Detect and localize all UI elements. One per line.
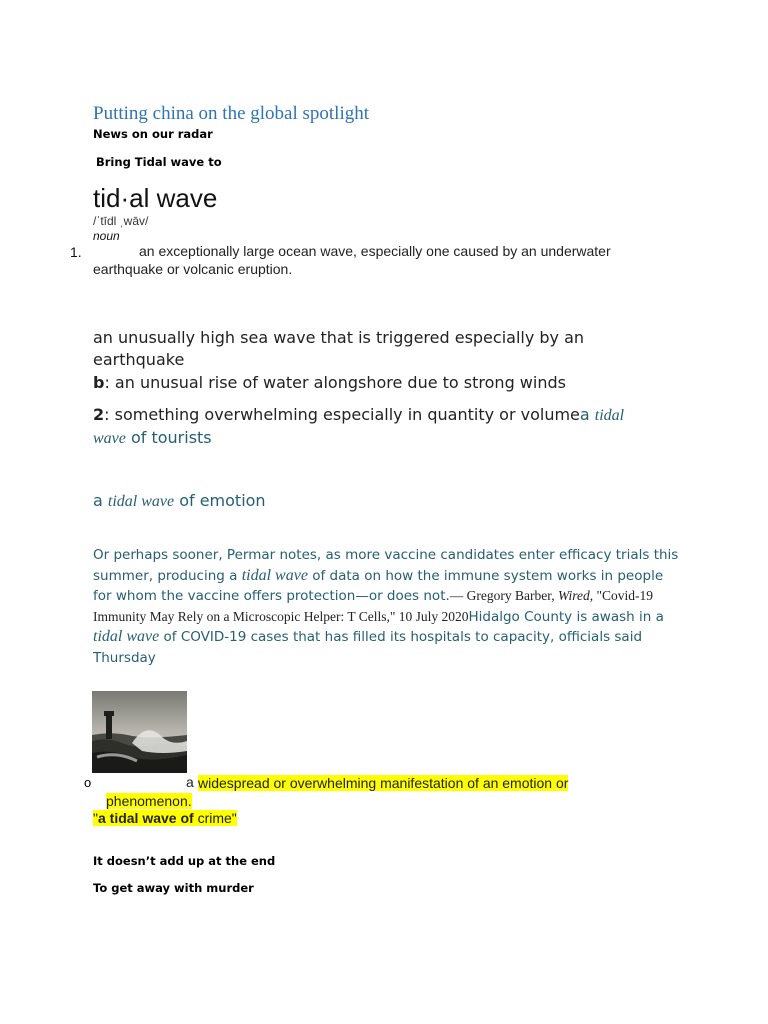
cite-rest: , "Covid-19 Immunity May Rely on a Microscopic Helper: T Cells," 10 July 2020 <box>93 588 653 624</box>
example-bold: a tidal wave of <box>97 810 194 826</box>
quote-part4: of COVID-19 cases that has filled its hospitals to capacity, officials said Thursday <box>93 629 643 666</box>
highlighted-example <box>93 810 237 826</box>
example2-rest: of emotion <box>174 491 266 510</box>
entry-word: tid·al wave <box>93 183 218 213</box>
page-title: Putting china on the global spotlight <box>93 103 370 124</box>
definition-2-text: : something overwhelming especially in quantity or volume <box>104 405 580 424</box>
example-of-tourists: of tourists <box>125 428 212 447</box>
example2-tidal-wave: tidal wave <box>107 493 175 510</box>
quote-part3: Hidalgo County is awash in a <box>468 608 664 625</box>
example2-article: a <box>93 491 108 510</box>
note-line-1: It doesn’t add up at the end <box>93 854 276 868</box>
example-rest: crime" <box>193 810 237 826</box>
cite-source: Wired <box>557 588 590 603</box>
quote-part1: Or perhaps sooner, Permar notes, as more vaccine candidates enter efficacy trials this summer, producing a <box>93 547 679 584</box>
entry-definition: an exceptionally large ocean wave, especially one caused by an underwater earthquake or volcanic eruption. <box>93 243 611 277</box>
example-open-quote: " <box>93 810 98 826</box>
example-article: a <box>579 405 595 424</box>
quotation-block <box>93 545 683 668</box>
definition-b-label: b <box>93 373 105 392</box>
figure-example <box>93 810 237 826</box>
lighthouse-waves-image <box>92 691 187 773</box>
subheading: News on our radar <box>93 127 213 141</box>
example-emotion <box>93 490 266 513</box>
definition-a: an unusually high sea wave that is triggered especially by an earthquake <box>93 328 585 369</box>
figure-definition <box>106 774 626 810</box>
quote-tidal1: tidal wave <box>241 566 308 584</box>
quote-tidal2: tidal wave <box>93 628 160 645</box>
definition-2 <box>93 404 673 450</box>
note-line-2: To get away with murder <box>93 881 254 895</box>
definition-b-text: : an unusual rise of water alongshore due to strong winds <box>104 373 566 392</box>
figure-article: a <box>186 774 194 790</box>
prompt-line: Bring Tidal wave to <box>96 155 222 169</box>
example-wave: wave <box>93 430 126 447</box>
highlighted-definition: widespread or overwhelming manifestation of an emotion or phenomenon. <box>106 775 569 809</box>
list-bullet: o <box>84 775 92 790</box>
entry-number: 1. <box>70 244 82 260</box>
entry-part-of-speech: noun <box>93 229 120 243</box>
cite-prefix: — Gregory Barber, <box>449 588 558 603</box>
definition-2-label: 2 <box>93 405 105 424</box>
quote-part2: of data on how the immune system works in people for whom the vaccine offers protection—or does not. <box>93 567 664 604</box>
definition-b <box>93 372 693 394</box>
example-tidal: tidal <box>594 407 625 424</box>
tidal-wave-photo <box>92 691 187 773</box>
entry-pronunciation: /ˈtīdl ˌwāv/ <box>93 214 149 228</box>
